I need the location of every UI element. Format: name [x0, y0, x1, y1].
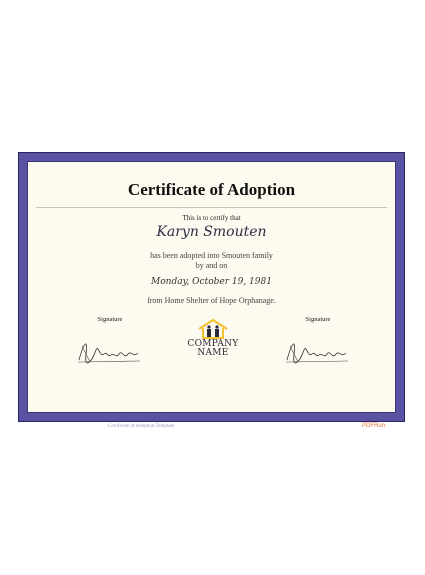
adoption-date: Monday, October 19, 1981 — [151, 277, 272, 287]
company-name-line1: COMPANY — [187, 339, 239, 349]
footer-brand-logo: PDFRun — [361, 423, 385, 429]
certificate-title: Certificate of Adoption — [127, 180, 296, 199]
signature-right-label: Signature — [305, 316, 331, 323]
company-logo — [178, 318, 248, 362]
adoptee-name: Karyn Smouten — [156, 224, 267, 240]
signature-left-label: Signature — [97, 316, 123, 323]
certificate-paper — [27, 161, 396, 429]
certificate-border — [18, 152, 405, 429]
footer-watermark-text: Certificate of Adoption Template — [108, 424, 175, 429]
certify-text: This is to certify that — [182, 214, 241, 222]
signature-left-image — [76, 332, 142, 366]
orphanage-text: from Home Shelter of Hope Orphanage. — [147, 296, 276, 305]
adopted-text: has been adopted into Smouten family — [150, 251, 273, 260]
by-on-text: by and on — [195, 261, 228, 270]
signature-right-image — [284, 332, 350, 366]
company-name-line2: NAME — [197, 348, 229, 358]
house-icon — [195, 318, 231, 340]
title-divider — [36, 207, 387, 208]
